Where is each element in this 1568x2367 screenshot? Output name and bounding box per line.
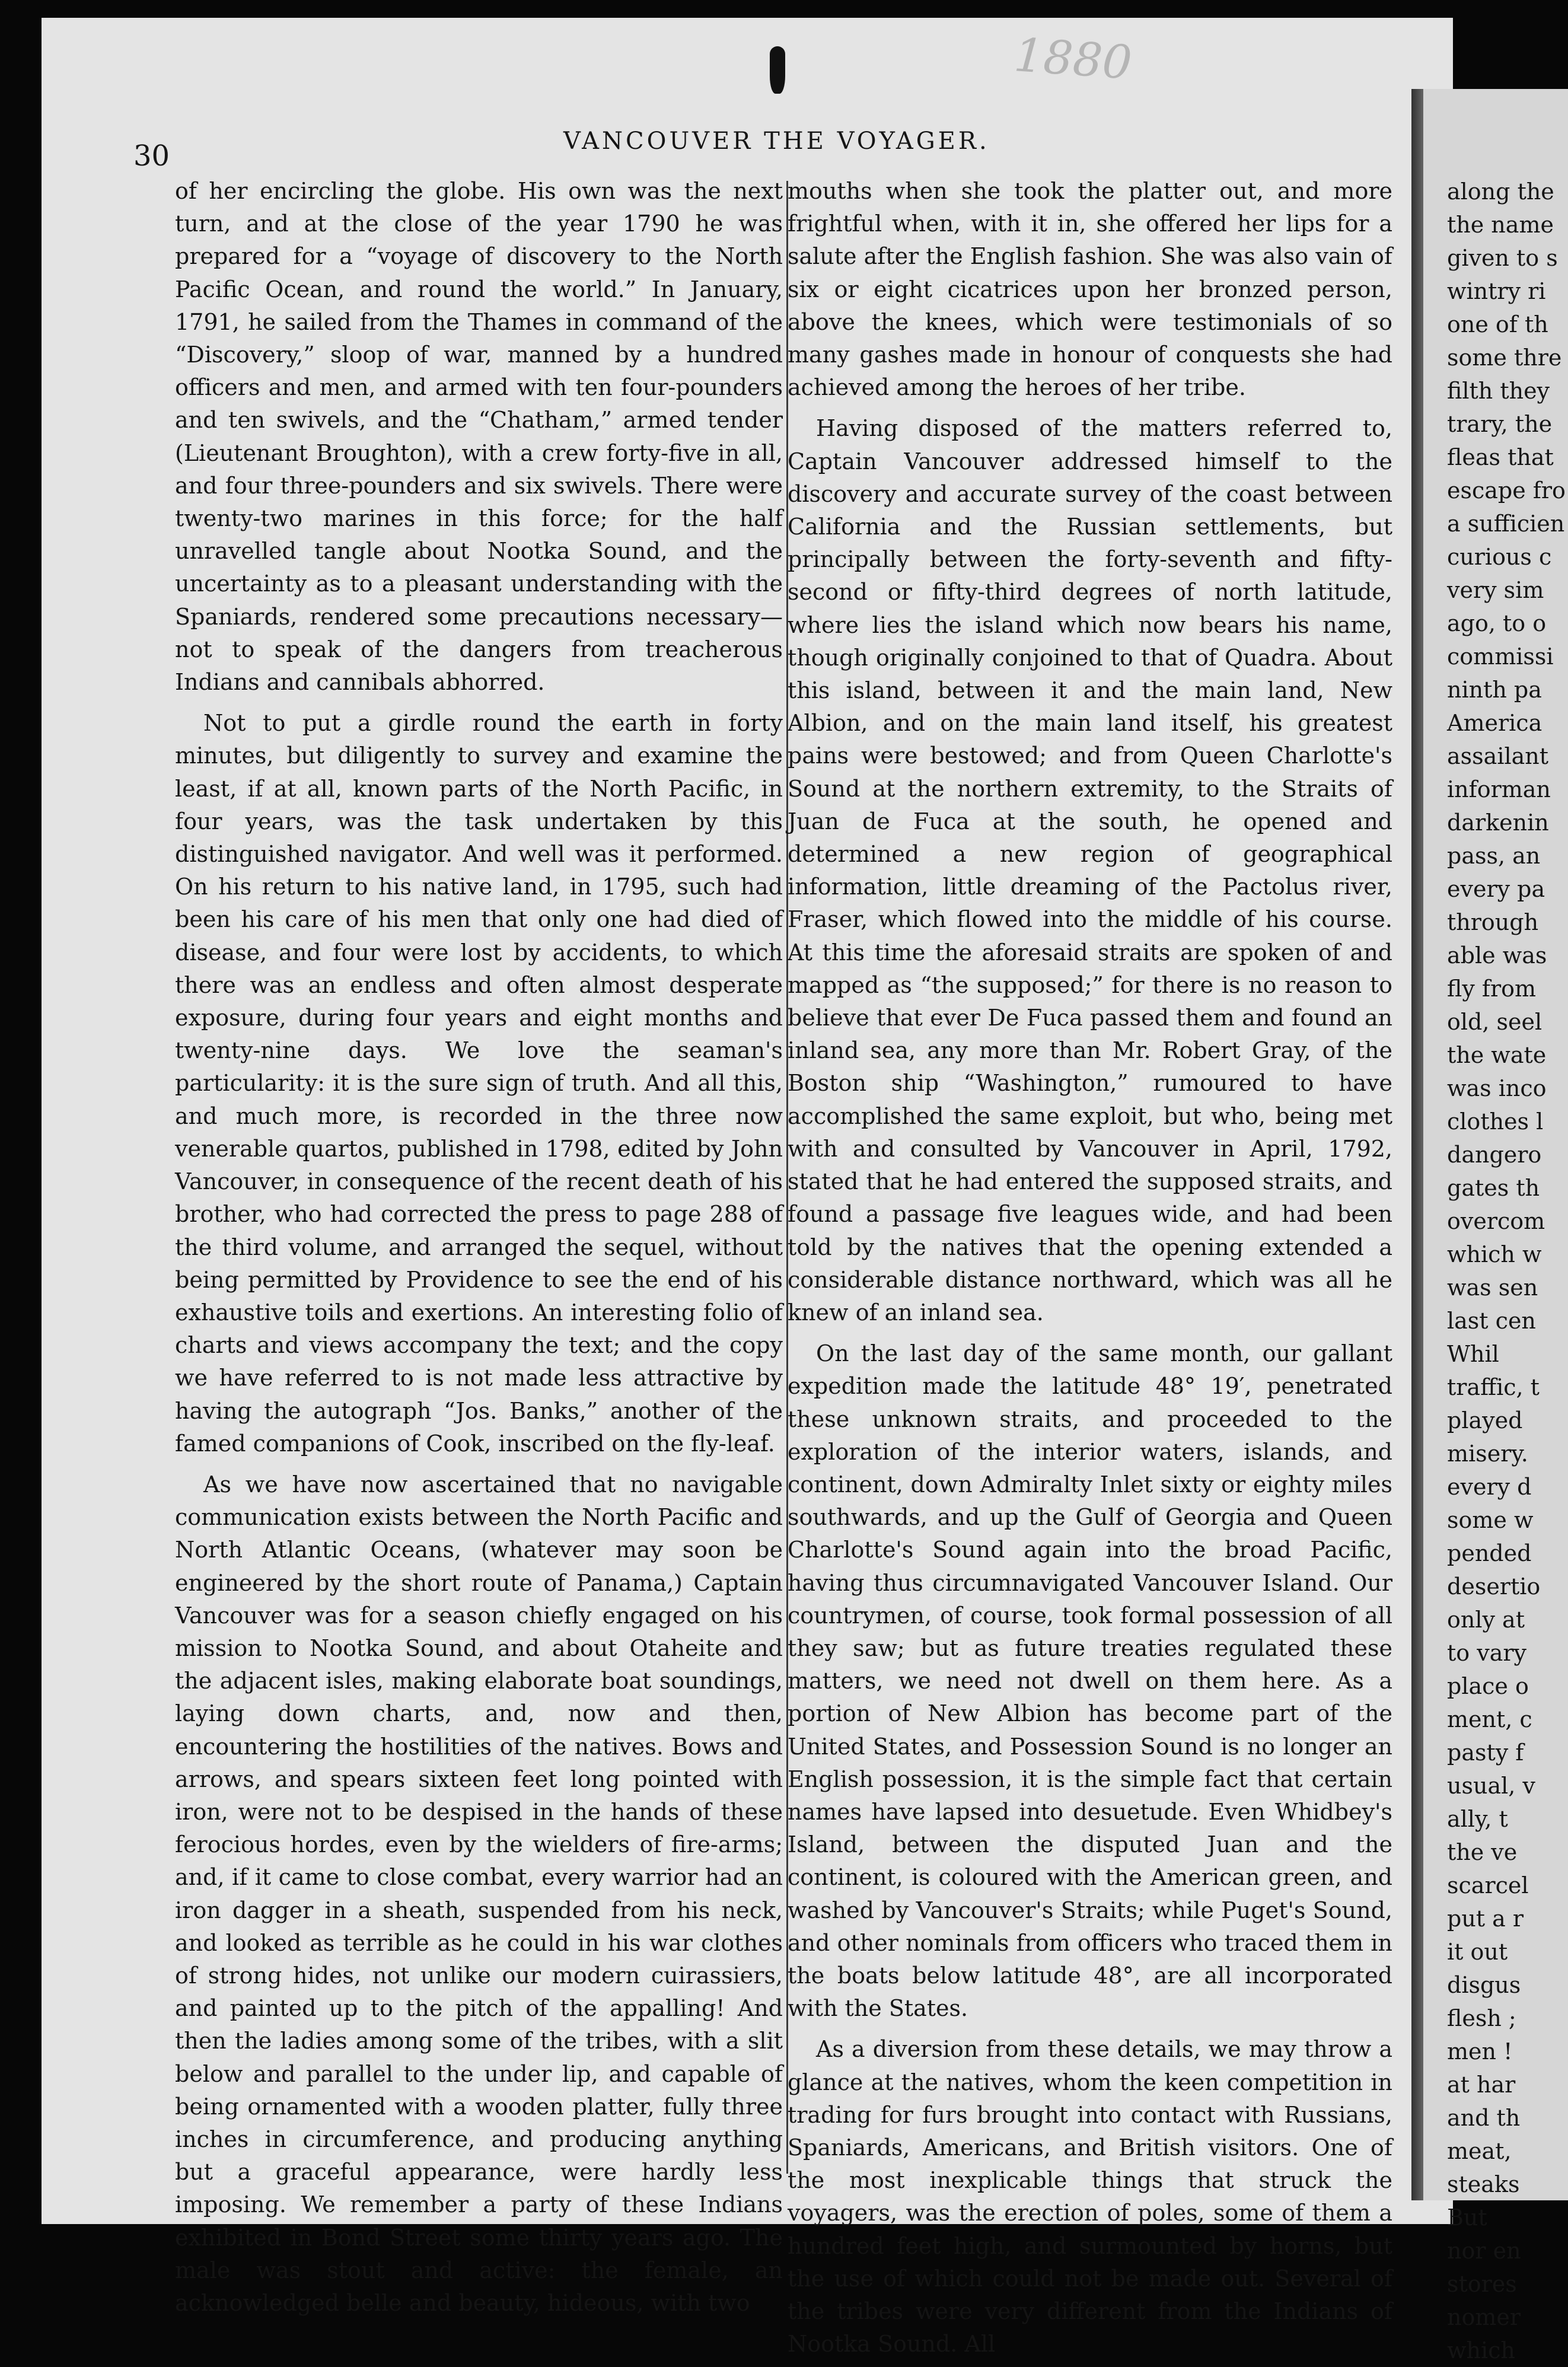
line-fragment: played — [1447, 1407, 1523, 1433]
line-fragment: and th — [1447, 2105, 1521, 2131]
line-fragment: ninth pa — [1447, 677, 1542, 703]
line-fragment: men ! — [1447, 2038, 1513, 2065]
middle-column — [788, 175, 1392, 2358]
line-fragment: Whil — [1447, 1341, 1499, 1367]
line-fragment: filth they — [1447, 378, 1550, 404]
line-fragment: flesh ; — [1447, 2005, 1516, 2031]
line-fragment: place o — [1447, 1673, 1529, 1699]
line-fragment: But — [1447, 2204, 1487, 2231]
line-fragment: pass, an — [1447, 843, 1541, 869]
line-fragment: ago, to o — [1447, 610, 1547, 636]
line-fragment: through — [1447, 909, 1539, 935]
line-fragment: old, seel — [1447, 1009, 1542, 1035]
paragraph: of her encircling the globe. His own was the next turn, and at the close of the year 1790 he was prepared for a “voyage of discovery to the North Pacific Ocean, and round the world.” In January, 1791, he sailed from the Thames in command of the “Discovery,” sloop of war, manned by a hundred officers and men, and armed with ten four-pounders and ten swivels, and the “Chatham,” armed tender (Lieutenant Broughton), with a crew forty-five in all, and four three-pounders and six swivels. There were twenty-two marines in this force; for the half unravelled tangle about Nootka Sound, and the uncertainty as to a pleasant understanding with the Spaniards, rendered some precautions necessary—not to speak of the dangers from treacherous Indians and cannibals abhorred. — [175, 178, 783, 696]
line-fragment: stores — [1447, 2271, 1517, 2297]
line-fragment: gates th — [1447, 1175, 1540, 1201]
paragraph: Not to put a girdle round the earth in forty minutes, but diligently to survey and examine the least, if at all, known parts of the North Pacific, in four years, was the task undertaken by this distinguished navigator. And well was it performed. On his return to his native land, in 1795, such had been his care of his men that only one had died of disease, and four were lost by accidents, to which there was an endless and often almost desperate exposure, during four years and eight months and twenty-nine days. We love the seaman's particularity: it is the sure sign of truth. And all this, and much more, is recorded in the three now venerable quartos, published in 1798, edited by John Vancouver, in consequence of the recent death of his brother, who had corrected the press to page 288 of the third volume, and arranged the sequel, without being permitted by Providence to see the end of his exhaustive toils and exertions. An interesting folio of charts and views accompany the text; and the copy we have referred to is not made less attractive by having the autograph “Jos. Banks,” another of the famed companions of Cook, inscribed on the fly-leaf. — [175, 710, 783, 1457]
line-fragment: steaks — [1447, 2171, 1520, 2197]
handwritten-note: 1880 — [1012, 28, 1134, 90]
line-fragment: able was — [1447, 942, 1547, 969]
line-fragment: wintry ri — [1447, 278, 1546, 304]
line-fragment: dangero — [1447, 1142, 1542, 1168]
line-fragment: along the — [1447, 179, 1554, 205]
line-fragment: the name — [1447, 212, 1554, 238]
line-fragment: darkenin — [1447, 810, 1549, 836]
line-fragment: commissi — [1447, 643, 1554, 670]
running-head: VANCOUVER THE VOYAGER. — [563, 128, 990, 155]
ink-blot-mark — [770, 46, 785, 94]
line-fragment: it out — [1447, 1939, 1508, 1965]
line-fragment: ally, t — [1447, 1806, 1508, 1832]
line-fragment: curious c — [1447, 544, 1552, 570]
line-fragment: clothes l — [1447, 1108, 1544, 1135]
line-fragment: to vary — [1447, 1640, 1526, 1666]
line-fragment: misery. — [1447, 1441, 1528, 1467]
line-fragment: meat, — [1447, 2138, 1512, 2164]
line-fragment: which w — [1447, 1241, 1542, 1267]
left-column — [175, 175, 783, 2316]
line-fragment: was sen — [1447, 1275, 1538, 1301]
line-fragment: at har — [1447, 2072, 1516, 2098]
line-fragment: only at — [1447, 1607, 1525, 1633]
line-fragment: pended — [1447, 1540, 1532, 1566]
line-fragment: which — [1447, 2337, 1515, 2363]
line-fragment: some thre — [1447, 345, 1562, 371]
line-fragment: nomer — [1447, 2304, 1521, 2330]
line-fragment: nor en — [1447, 2238, 1521, 2264]
line-fragment: overcom — [1447, 1208, 1545, 1234]
page-number: 30 — [133, 139, 170, 173]
line-fragment: every pa — [1447, 876, 1545, 902]
line-fragment: desertio — [1447, 1573, 1541, 1600]
line-fragment: America — [1447, 710, 1542, 736]
line-fragment: ment, c — [1447, 1706, 1532, 1732]
right-column-fragment — [1447, 175, 1566, 2363]
line-fragment: a sufficien — [1447, 511, 1565, 537]
line-fragment: very sim — [1447, 577, 1544, 603]
paragraph: As a diversion from these details, we may throw a glance at the natives, whom the keen competition in trading for furs brought into contact with Russians, Spaniards, Americans, and British visitors. One of the most inexplicable things that struck the voyagers, was the erection of poles, some of them a hundred feet high, and surmounted by horns, but the use of which could not be made out. Several of the tribes were very different from the Indians of Nootka Sound. All — [788, 2036, 1392, 2358]
line-fragment: assailant — [1447, 743, 1549, 769]
line-fragment: traffic, t — [1447, 1374, 1540, 1400]
line-fragment: disgus — [1447, 1972, 1521, 1998]
paragraph: mouths when she took the platter out, and more frightful when, with it in, she offered her lips for a salute after the English fashion. She was also vain of six or eight cicatrices upon her bronzed person, above the knees, which were testimonials of so many gashes made in honour of conquests she had achieved among the heroes of her tribe. — [788, 178, 1392, 401]
line-fragment: was inco — [1447, 1075, 1547, 1101]
line-fragment: fly from — [1447, 976, 1537, 1002]
line-fragment: the ve — [1447, 1839, 1518, 1865]
line-fragment: the wate — [1447, 1042, 1547, 1068]
paragraph: On the last day of the same month, our gallant expedition made the latitude 48° 19′, penetrated these unknown straits, and proceeded to the exploration of the interior waters, islands, and continent, down Admiralty Inlet sixty or eighty miles southwards, and up the Gulf of Georgia and Queen Charlotte's Sound again into the broad Pacific, having thus circumnavigated Vancouver Island. Our countrymen, of course, took formal possession of all they saw; but as future treaties regulated these matters, we need not dwell on them here. As a portion of New Albion has become part of the United States, and Possession Sound is no longer an English possession, it is the simple fact that certain names have lapsed into desuetude. Even Whidbey's Island, between the disputed Juan and the continent, is coloured with the American green, and washed by Vancouver's Straits; while Puget's Sound, and other nominals from officers who traced them in the boats below latitude 48°, are all incorporated with the States. — [788, 1340, 1392, 2022]
line-fragment: scarcel — [1447, 1872, 1529, 1898]
line-fragment: every d — [1447, 1474, 1532, 1500]
line-fragment: given to s — [1447, 245, 1558, 271]
line-fragment: usual, v — [1447, 1773, 1535, 1799]
line-fragment: fleas that — [1447, 444, 1554, 470]
line-fragment: trary, the — [1447, 411, 1553, 437]
line-fragment: one of th — [1447, 311, 1548, 337]
line-fragment: informan — [1447, 776, 1551, 802]
line-fragment: escape fro — [1447, 477, 1566, 504]
line-fragment: some w — [1447, 1507, 1534, 1533]
line-fragment: put a r — [1447, 1906, 1524, 1932]
line-fragment: pasty f — [1447, 1740, 1524, 1766]
paragraph: Having disposed of the matters referred to, Captain Vancouver addressed himself to the discovery and accurate survey of the coast between California and the Russian settlements, but principally between the forty-seventh and fifty-second or fifty-third degrees of north latitude, where lies the island which now bears his name, though originally conjoined to that of Quadra. About this island, between it and the main land, New Albion, and on the main land itself, his greatest pains were bestowed; and from Queen Charlotte's Sound at the northern extremity, to the Straits of Juan de Fuca at the south, he opened and determined a new region of geographical information, little dreaming of the Pactolus river, Fraser, which flowed into the middle of his course. At this time the aforesaid straits are spoken of and mapped as “the supposed;” for there is no reason to believe that ever De Fuca passed them and found an inland sea, any more than Mr. Robert Gray, of the Boston ship “Washington,” rumoured to have accomplished the same exploit, but who, being met with and consulted by Vancouver in April, 1792, stated that he had entered the supposed straits, and found a passage five leagues wide, and had been told by the natives that the opening extended a considerable distance northward, which was all he knew of an inland sea. — [788, 415, 1392, 1326]
line-fragment: last cen — [1447, 1308, 1536, 1334]
paragraph: As we have now ascertained that no navigable communication exists between the North Pacific and North Atlantic Oceans, (whatever may soon be engineered by the short route of Panama,) Captain Vancouver was for a season chiefly engaged on his mission to Nootka Sound, and about Otaheite and the adjacent isles, making elaborate boat soundings, laying down charts, and, now and then, encountering the hostilities of the natives. Bows and arrows, and spears sixteen feet long pointed with iron, were not to be despised in the hands of these ferocious hordes, even by the wielders of fire-arms; and, if it came to close combat, every warrior had an iron dagger in a sheath, suspended from his neck, and looked as terrible as he could in his war clothes of strong hides, not unlike our modern cuirassiers, and painted up to the pitch of the appalling! And then the ladies among some of the tribes, with a slit below and parallel to the under lip, and capable of being ornamented with a wooden platter, fully three inches in circumference, and producing anything but a graceful appearance, were hardly less imposing. We remember a party of these Indians exhibited in Bond Street some thirty years ago. The male was stout and active: the female, an acknowledged belle and beauty, hideous, with two — [175, 1471, 783, 2316]
